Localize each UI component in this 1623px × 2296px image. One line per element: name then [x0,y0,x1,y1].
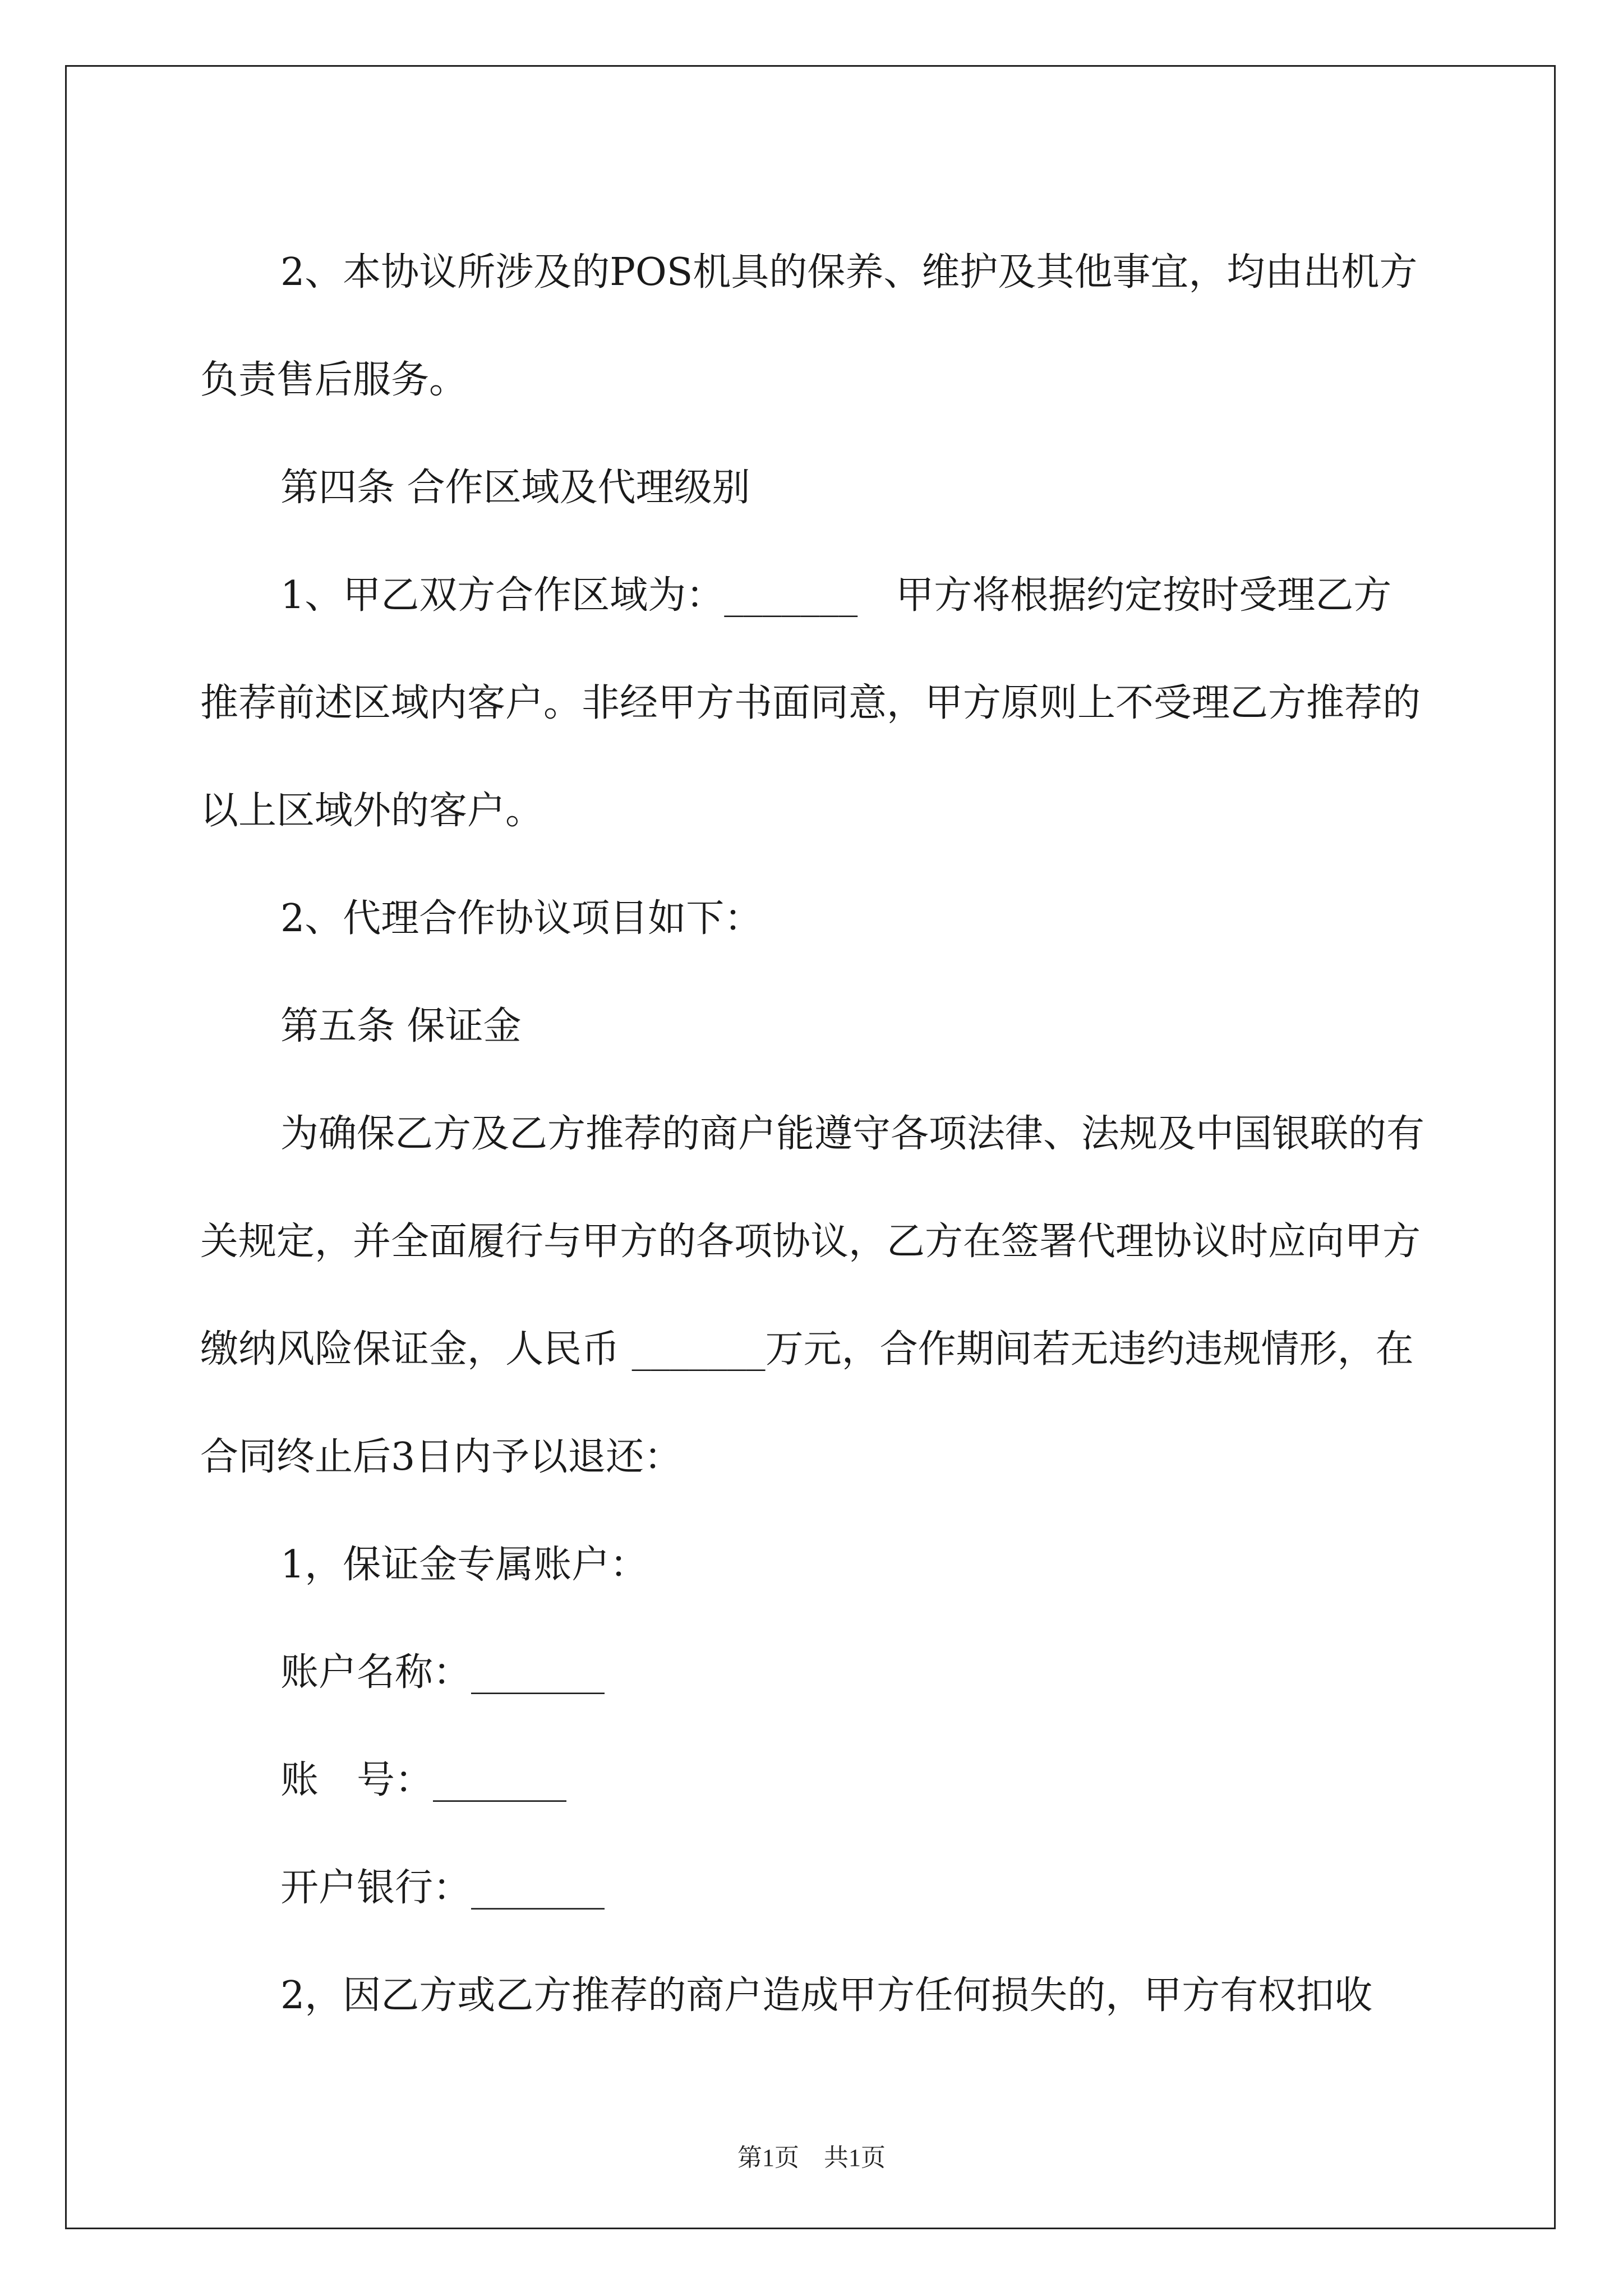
paragraph-cooperation-area: 1、甲乙双方合作区域为：_______ 甲方将根据约定按时受理乙方推荐前述区域内客户。非经甲方书面同意，甲方原则上不受理乙方推荐的以上区域外的客户。 [200,573,1421,833]
page-number-footer: 第1页 共1页 [737,2144,886,2171]
field-opening-bank: 开户银行：_______ [280,1866,605,1910]
paragraph-agency-items: 2、代理合作协议项目如下： [280,896,763,941]
paragraph-deposit: 为确保乙方及乙方推荐的商户能遵守各项法律、法规及中国银联的有关规定，并全面履行与甲方的各项协议，乙方在签署代理协议时应向甲方缴纳风险保证金，人民币 _______万元，合作期间若无违约违规情形，在合同终止后3日内予以退还： [200,1112,1425,1479]
field-account-number: 账 号：_______ [280,1758,567,1802]
field-account-name: 账户名称：_______ [280,1650,605,1695]
heading-article-5: 第五条 保证金 [280,1004,522,1048]
paragraph-deposit-account: 1，保证金专属账户： [280,1543,648,1587]
document-body [200,219,1428,2050]
paragraph-loss-deduction: 2，因乙方或乙方推荐的商户造成甲方任何损失的，甲方有权扣收 [280,1973,1373,2018]
paragraph-pos-maintenance: 2、本协议所涉及的POS机具的保养、维护及其他事宜，均由出机方负责售后服务。 [200,250,1418,402]
heading-article-4: 第四条 合作区域及代理级别 [280,466,750,510]
